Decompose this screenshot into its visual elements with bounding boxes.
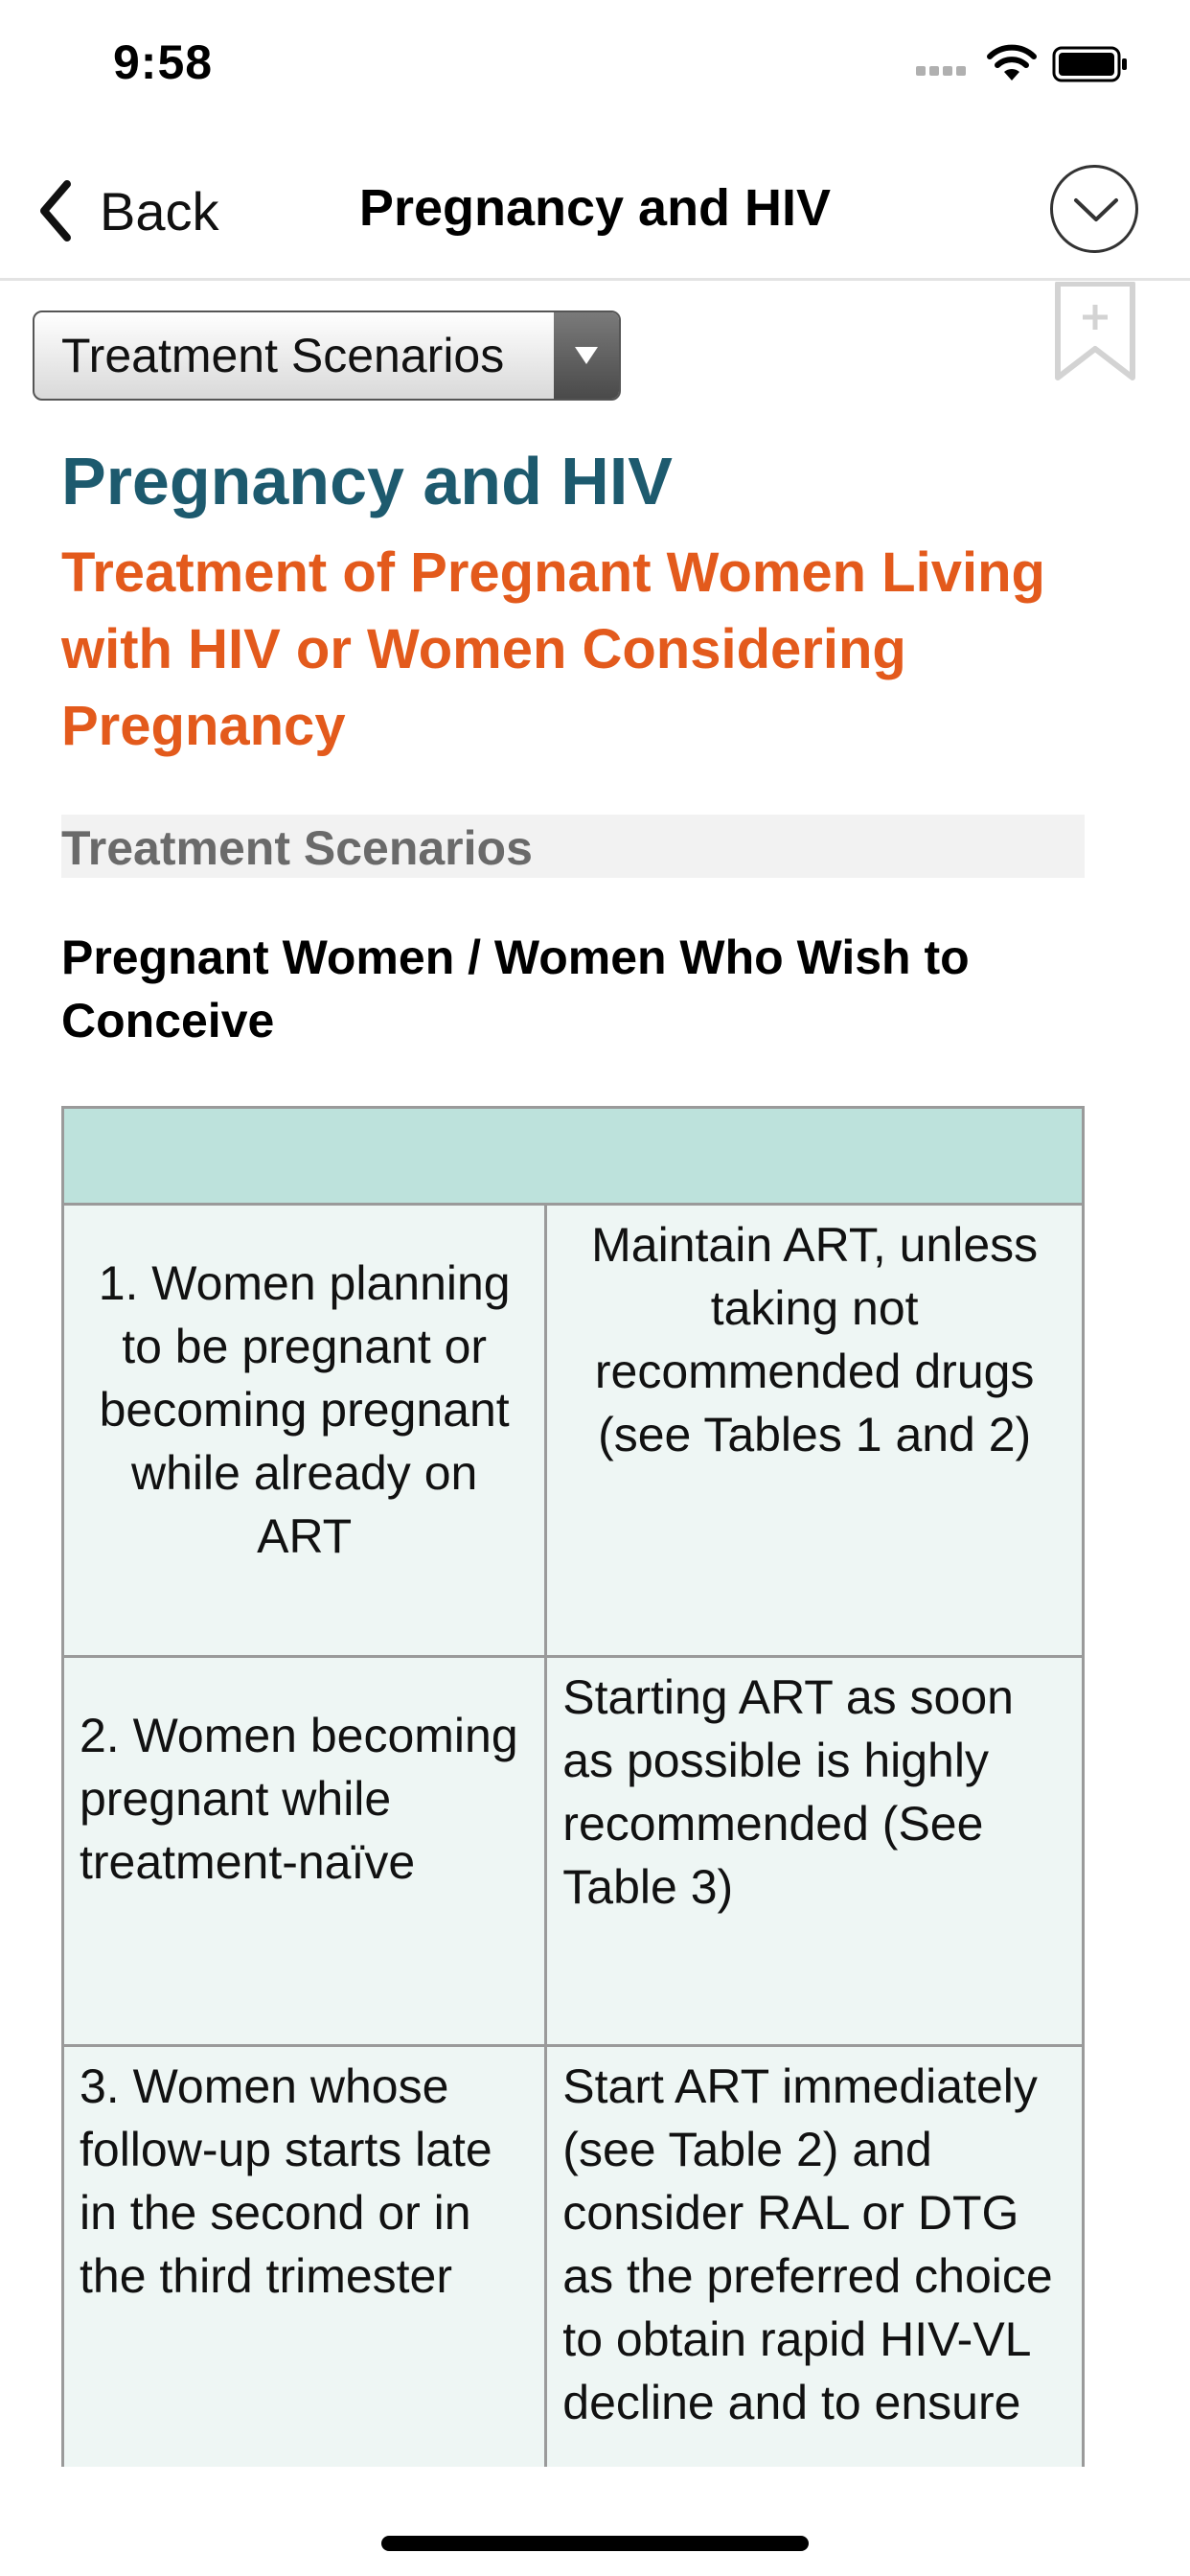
table-row [63,1657,1084,2046]
section-heading-text: Treatment Scenarios [61,821,533,875]
recommendation-cell: Maintain ART, unless taking not recommended drugs (see Tables 1 and 2) [546,1205,1084,1657]
page-title: Pregnancy and HIV [61,444,673,518]
chapter-menu-button[interactable] [1050,165,1138,253]
cellular-signal-icon [916,63,970,80]
scenario-cell: 2. Women becoming pregnant while treatment-naïve [63,1657,546,2046]
section-heading [61,815,1085,878]
page-subtitle: Treatment of Pregnant Women Living with HIV or Women Considering Pregnancy [61,541,1045,757]
treatment-scenarios-table [61,1106,1085,2488]
table-heading: Pregnant Women / Women Who Wish to Conceive [61,931,970,1047]
status-time: 9:58 [113,35,214,89]
table-header-cell [63,1108,1084,1205]
recommendation-cell: Start ART immediately (see Table 2) and consider RAL or DTG as the preferred choice to obtain rapid HIV-VL decline and to ensure [546,2046,1084,2487]
table-header-row [63,1108,1084,1205]
bottom-safe-area [0,2467,1190,2576]
wifi-icon [985,42,1039,84]
triangle-down-icon [573,345,600,366]
battery-icon [1052,46,1129,82]
home-indicator[interactable] [381,2536,809,2551]
table-row [63,2046,1084,2487]
section-dropdown-value: Treatment Scenarios [61,329,505,382]
dropdown-arrow [554,312,619,399]
chevron-down-icon [1072,195,1120,223]
add-bookmark-icon[interactable] [1054,282,1136,381]
table-row [63,1205,1084,1657]
back-label: Back [100,180,219,242]
status-bar [0,0,1190,134]
recommendation-cell: Starting ART as soon as possible is highly recommended (See Table 3) [546,1657,1084,2046]
navigation-bar [0,144,1190,281]
section-dropdown[interactable] [33,310,621,401]
scenario-cell: 1. Women planning to be pregnant or becoming pregnant while already on ART [63,1205,546,1657]
nav-title: Pregnancy and HIV [358,179,832,237]
scenario-cell: 3. Women whose follow-up starts late in the second or in the third trimester [63,2046,546,2487]
